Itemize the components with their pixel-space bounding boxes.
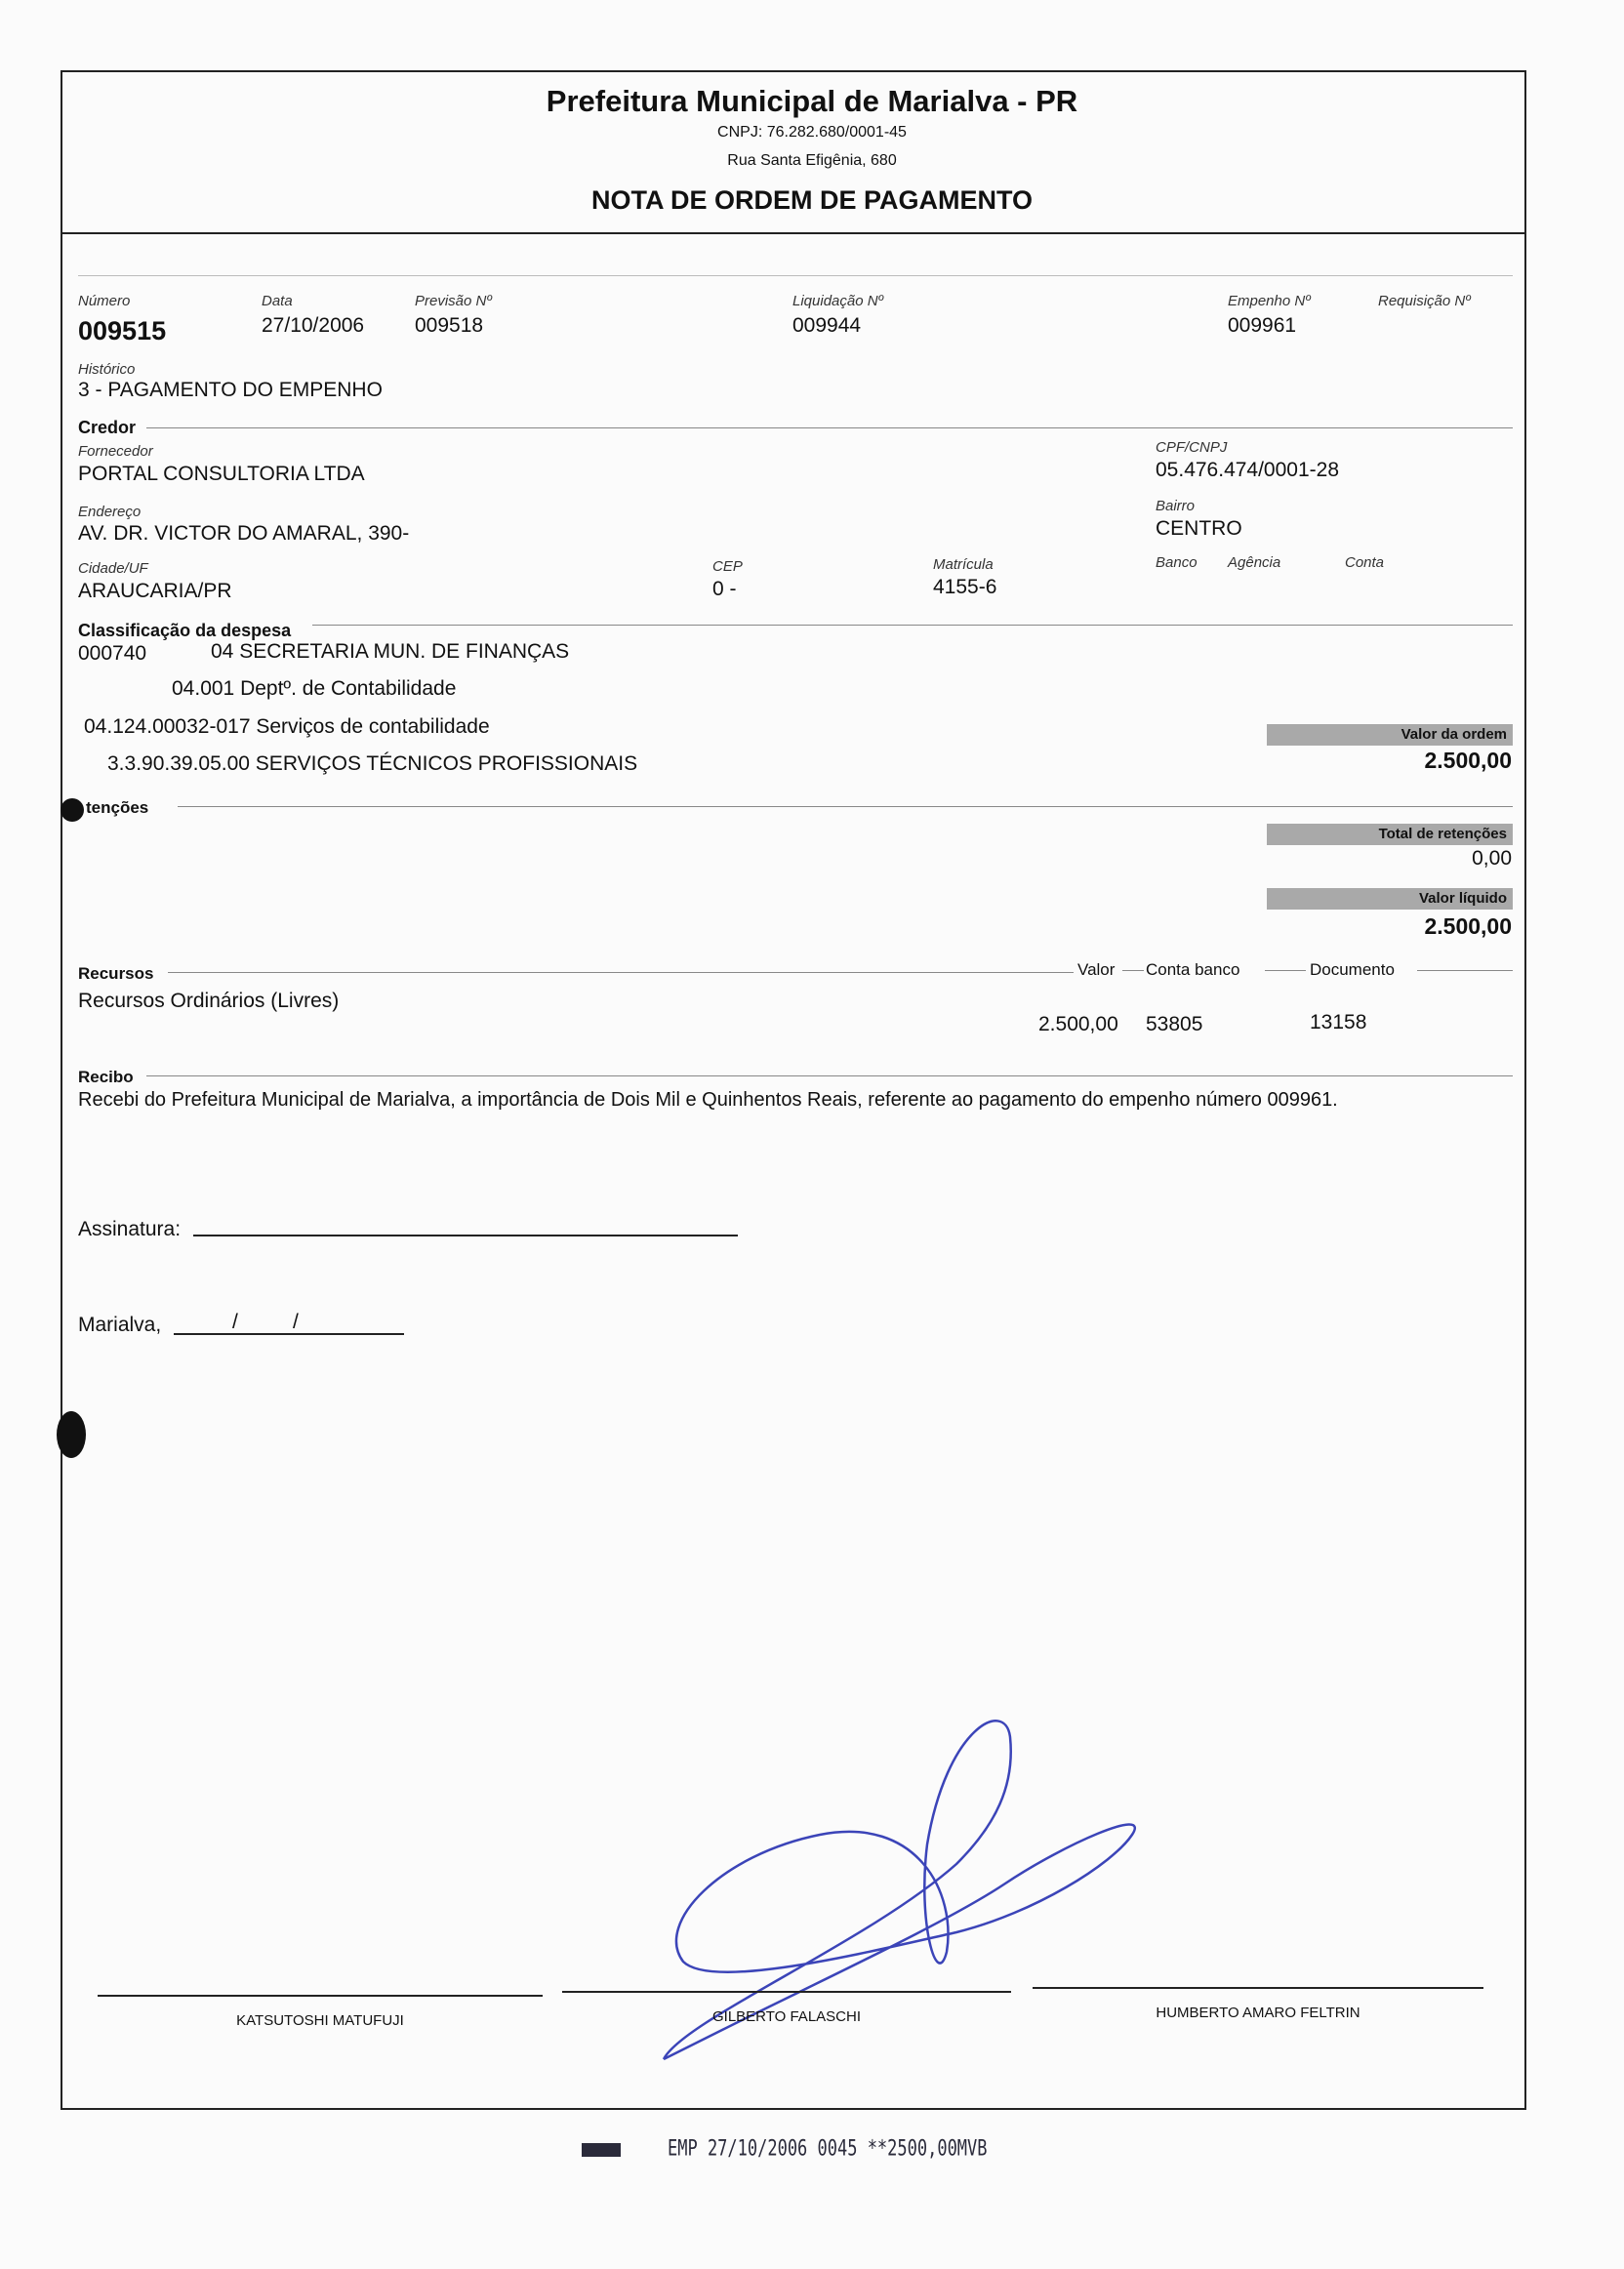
recibo-text: Recebi do Prefeitura Municipal de Marialva, a importância de Dois Mil e Quinhentos Reais, referente ao pagamento do empenho número 009961.: [78, 1089, 1338, 1111]
retencoes-rule: [178, 806, 1513, 807]
agencia-label: Agência: [1228, 554, 1281, 571]
cpf-value: 05.476.474/0001-28: [1156, 459, 1340, 481]
recursos-rule-2: [1122, 970, 1144, 971]
recursos-valor: 2.500,00: [1038, 1013, 1118, 1035]
previsao-label: Previsão Nº: [415, 293, 492, 309]
address-line: Rua Santa Efigênia, 680: [727, 152, 897, 169]
endereco-value: AV. DR. VICTOR DO AMARAL, 390-: [78, 522, 410, 545]
cidade-label: Cidade/UF: [78, 560, 148, 577]
recursos-rule: [168, 972, 1074, 973]
recursos-conta: 53805: [1146, 1013, 1203, 1035]
cpf-label: CPF/CNPJ: [1156, 439, 1228, 456]
banco-label: Banco: [1156, 554, 1198, 571]
requisicao-label: Requisição Nº: [1378, 293, 1471, 309]
liquido-bar: [1267, 888, 1513, 910]
numero-value: 009515: [78, 316, 167, 345]
empenho-label: Empenho Nº: [1228, 293, 1311, 309]
data-value: 27/10/2006: [262, 314, 365, 337]
punch-hole-top: [61, 798, 84, 822]
historico-label: Histórico: [78, 361, 136, 378]
bairro-value: CENTRO: [1156, 517, 1242, 540]
recursos-descricao: Recursos Ordinários (Livres): [78, 990, 340, 1012]
classificacao-section: Classificação da despesa: [78, 621, 292, 640]
valor-ordem-label: Valor da ordem: [1401, 726, 1507, 743]
signatory-3: HUMBERTO AMARO FELTRIN: [1156, 2005, 1360, 2021]
assinatura-label: Assinatura:: [78, 1218, 182, 1240]
recursos-documento: 13158: [1310, 1011, 1367, 1033]
orgao-line: 04 SECRETARIA MUN. DE FINANÇAS: [211, 640, 570, 663]
document-title: NOTA DE ORDEM DE PAGAMENTO: [590, 185, 1033, 215]
retencoes-section: tenções: [86, 798, 149, 817]
liquidacao-value: 009944: [792, 314, 862, 337]
matricula-label: Matrícula: [933, 556, 994, 573]
numero-label: Número: [78, 293, 131, 309]
signature-line-2: [562, 1991, 1011, 1993]
dotacao-code: 000740: [78, 642, 147, 665]
liquidacao-label: Liquidação Nº: [792, 293, 884, 309]
recursos-documento-label: Documento: [1310, 960, 1395, 979]
local-label: Marialva,: [78, 1314, 162, 1336]
recursos-section: Recursos: [78, 964, 154, 983]
liquido-label: Valor líquido: [1418, 890, 1507, 907]
cnpj-line: CNPJ: 76.282.680/0001-45: [717, 124, 907, 141]
historico-value: 3 - PAGAMENTO DO EMPENHO: [78, 379, 383, 401]
fornecedor-value: PORTAL CONSULTORIA LTDA: [78, 463, 365, 485]
signature-line-3: [1033, 1987, 1483, 1989]
cep-value: 0 -: [712, 578, 737, 600]
top-rule: [78, 275, 1513, 276]
classificacao-rule: [312, 625, 1513, 626]
recibo-section: Recibo: [78, 1068, 134, 1086]
cep-label: CEP: [712, 558, 743, 575]
funcional-line: 04.124.00032-017 Serviços de contabilidade: [84, 715, 490, 738]
assinatura-line: [193, 1235, 738, 1236]
unidade-line: 04.001 Deptº. de Contabilidade: [172, 677, 457, 700]
empenho-value: 009961: [1228, 314, 1297, 337]
matricula-value: 4155-6: [933, 576, 997, 598]
data-label: Data: [262, 293, 293, 309]
stamp-mark: [582, 2143, 621, 2157]
recursos-conta-label: Conta banco: [1146, 960, 1240, 979]
credor-section: Credor: [78, 418, 137, 437]
elemento-line: 3.3.90.39.05.00 SERVIÇOS TÉCNICOS PROFISSIONAIS: [107, 752, 638, 775]
retencoes-value: 0,00: [1472, 847, 1512, 870]
recursos-rule-4: [1417, 970, 1513, 971]
signatory-2: GILBERTO FALASCHI: [712, 2008, 861, 2025]
retencoes-label: Total de retenções: [1378, 826, 1507, 842]
signature-line-1: [98, 1995, 543, 1997]
previsao-value: 009518: [415, 314, 484, 337]
date-line: [174, 1333, 404, 1335]
header-divider: [61, 232, 1526, 234]
date-slash-1: /: [232, 1311, 238, 1333]
liquido-value: 2.500,00: [1424, 913, 1512, 939]
retencoes-bar: [1267, 824, 1513, 845]
fornecedor-label: Fornecedor: [78, 443, 153, 460]
credor-rule: [146, 427, 1513, 428]
recursos-rule-3: [1265, 970, 1306, 971]
valor-ordem-bar: [1267, 724, 1513, 746]
recibo-rule: [146, 1075, 1513, 1076]
endereco-label: Endereço: [78, 504, 142, 520]
municipality-title: Prefeitura Municipal de Marialva - PR: [546, 84, 1078, 118]
recursos-valor-label: Valor: [1077, 960, 1116, 979]
cidade-value: ARAUCARIA/PR: [78, 580, 232, 602]
punch-hole-bottom: [57, 1411, 86, 1458]
conta-label: Conta: [1345, 554, 1385, 571]
bairro-label: Bairro: [1156, 498, 1196, 514]
payment-stamp: EMP 27/10/2006 0045 **2500,00MVB: [668, 2136, 988, 2162]
signatory-1: KATSUTOSHI MATUFUJI: [236, 2012, 404, 2029]
date-slash-2: /: [293, 1311, 299, 1333]
valor-ordem-value: 2.500,00: [1424, 748, 1512, 773]
handwritten-signature: [625, 1698, 1171, 2088]
